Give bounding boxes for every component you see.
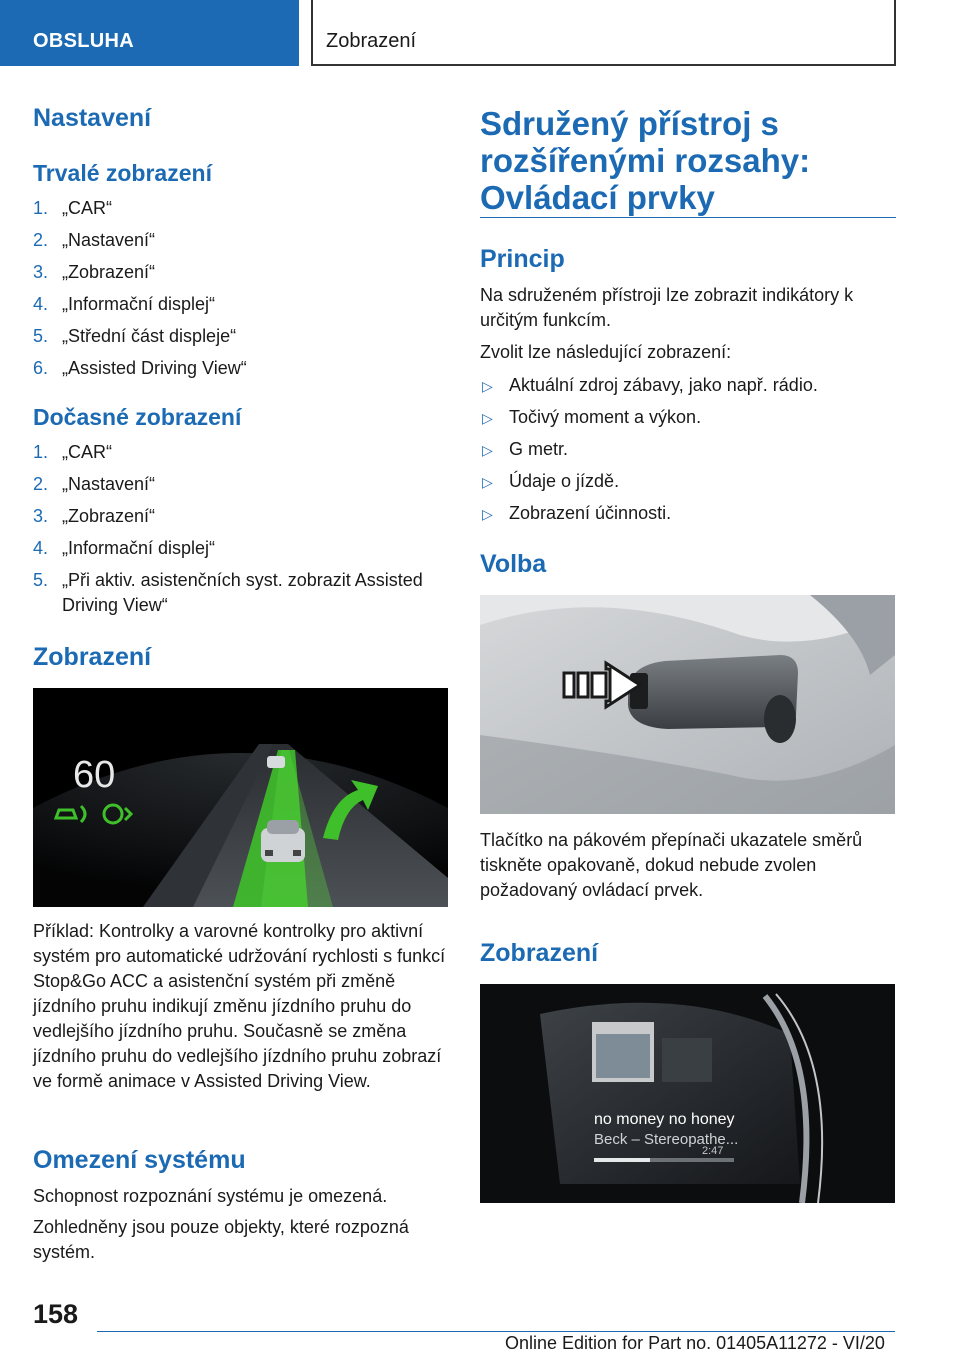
section-label: OBSLUHA (33, 30, 134, 52)
heading-selection: Volba (480, 550, 547, 578)
media-time: 2:47 (702, 1145, 724, 1157)
heading-rule (480, 217, 896, 218)
section-tab (0, 0, 299, 66)
heading-settings: Nastavení (33, 104, 152, 132)
heading-display-left: Zobrazení (33, 643, 152, 671)
heading-temporary-display: Dočasné zobrazení (33, 404, 242, 430)
selection-caption: Tlačítko na pákovém přepínači ukazatele směrů tiskněte opakovaně, dokud nebude zvolen požadovaný ovládací prvek. (480, 830, 863, 900)
principle-paragraph-1: Na sdruženém přístroji lze zobrazit indikátory k určitým funkcím. (480, 285, 854, 330)
heading-permanent-display: Trvalé zobrazení (33, 160, 212, 186)
assisted-driving-view-image (33, 688, 448, 907)
topic-box (311, 0, 896, 66)
heading-instrument-cluster: Sdružený přístroj s rozšířenými rozsahy: Ovládací prvky (480, 105, 811, 216)
page-number: 158 (33, 1299, 79, 1329)
display-caption: Příklad: Kontrolky a varovné kontrolky pro aktivní systém pro automatické udržování rychlosti s funkcí Stop&Go ACC a asistenční systém při změně jízdního pruhu indikují změnu jízdního pruhu do vedlejšího jízdního pruhu. Současně se změna jízdního pruhu do vedlejšího jízdního pruhu zobrazí ve formě animace v Assisted Driving View. (33, 921, 446, 1091)
speed-readout: 60 (73, 754, 116, 796)
topic-label: Zobrazení (326, 30, 417, 52)
media-artist: Beck – Stereopathe... (594, 1131, 739, 1148)
media-title: no money no honey (594, 1111, 735, 1128)
turn-signal-lever-image (480, 595, 895, 814)
limits-paragraph-1: Schopnost rozpoznání systému je omezená. (33, 1186, 388, 1206)
principle-paragraph-2: Zvolit lze následující zobrazení: (480, 342, 732, 362)
footer-rule (97, 1331, 895, 1332)
edition-note: Online Edition for Part no. 01405A11272 - VI/20 (505, 1333, 885, 1353)
playback-progress-fill (594, 1158, 650, 1162)
cluster-media-image (480, 984, 895, 1203)
heading-system-limits: Omezení systému (33, 1146, 246, 1174)
limits-paragraph-2: Zohledněny jsou pouze objekty, které rozpozná systém. (33, 1217, 409, 1262)
heading-principle: Princip (480, 245, 565, 273)
heading-display-right: Zobrazení (480, 939, 599, 967)
